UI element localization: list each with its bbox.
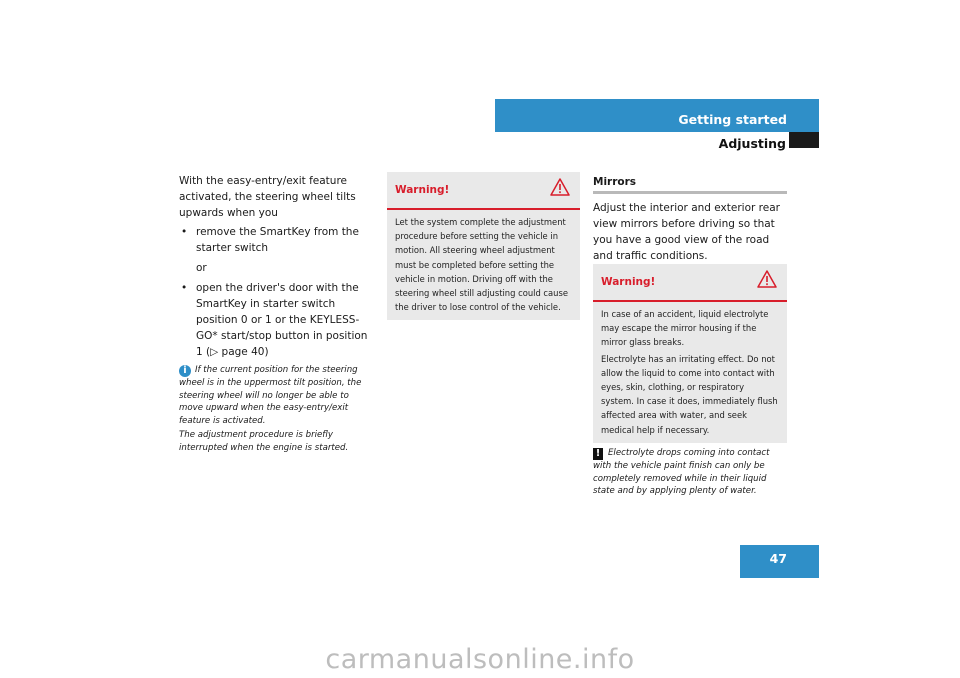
- warning-triangle-icon: [550, 178, 570, 196]
- info-note-text: If the current position for the steering wheel is in the uppermost tilt position, the steering wheel will no longer be able to move upward when the easy-entry/exit feature is activated.: [179, 365, 362, 426]
- or-text: or: [196, 262, 207, 274]
- mirrors-heading: Mirrors: [593, 176, 787, 194]
- caution-text: Electrolyte drops coming into contact with the vehicle paint finish can only be completely removed while in their liquid state and by applying plenty of water.: [593, 448, 770, 496]
- exclamation-icon: !: [593, 448, 603, 460]
- warning-triangle-icon: [757, 270, 777, 288]
- page-number: 47: [769, 551, 787, 566]
- info-icon: i: [179, 365, 191, 377]
- subsection-title: Adjusting: [718, 136, 786, 151]
- section-title: Getting started: [678, 112, 787, 127]
- warning-title: Warning!: [601, 276, 656, 288]
- caution-note: [593, 447, 789, 498]
- page-number-box: [740, 545, 819, 578]
- mirrors-text: Adjust the interior and exterior rear view mirrors before driving so that you have a good view of the road and traffic conditions.: [593, 202, 780, 262]
- bullet-item: • remove the SmartKey from the starter switch: [179, 224, 375, 256]
- bullet-list: [179, 224, 375, 360]
- info-note-text: The adjustment procedure is briefly interrupted when the engine is started.: [179, 430, 349, 453]
- warning-text: Electrolyte has an irritating effect. Do not allow the liquid to come into contact with eyes, skin, clothing, or respiratory system. In case it does, immediately flush affected area with water, and seek medical help if necessary.: [601, 353, 778, 435]
- info-note: [179, 364, 375, 454]
- warning-header: [387, 172, 580, 210]
- header-marker: [789, 132, 819, 148]
- watermark: carmanualsonline.info: [325, 644, 635, 675]
- intro-text: With the easy-entry/exit feature activated, the steering wheel tilts upwards when you: [179, 175, 356, 219]
- bullet-item: • open the driver's door with the SmartKey in starter switch position 0 or 1 or the KEYLESS-GO* start/stop button in position 1 (▷ page 40): [179, 280, 375, 360]
- warning-title: Warning!: [395, 184, 450, 196]
- warning-text: Let the system complete the adjustment procedure before setting the vehicle in motion. All steering wheel adjustment must be completed before setting the vehicle in motion. Driving off with the steering wheel still adjusting could cause the driver to lose control of the vehicle.: [395, 217, 568, 313]
- left-column: [179, 173, 375, 456]
- header-bar: [495, 99, 819, 132]
- warning-box: [593, 264, 787, 443]
- warning-text: In case of an accident, liquid electrolyte may escape the mirror housing if the mirror glass breaks.: [601, 309, 769, 348]
- warning-body: [593, 302, 787, 443]
- warning-body: [387, 210, 580, 320]
- warning-header: [593, 264, 787, 302]
- warning-box: [387, 172, 580, 320]
